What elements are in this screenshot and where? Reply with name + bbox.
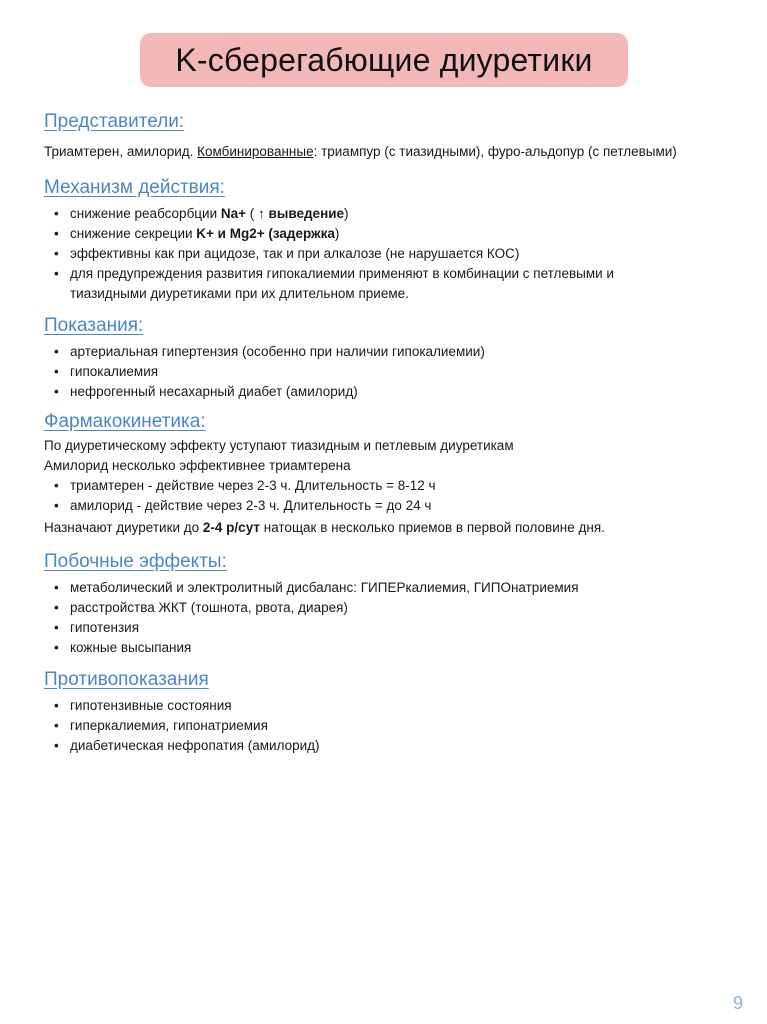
item-text: эффективны как при ацидозе, так и при алкалозе (не нарушается КОС)	[70, 246, 520, 261]
list-item	[54, 476, 744, 496]
slide-content	[44, 110, 744, 762]
title-banner	[140, 33, 628, 87]
item-text: снижение секреции	[70, 226, 197, 241]
list-item	[54, 496, 744, 516]
section-indications	[44, 314, 744, 402]
bullet-icon: •	[54, 640, 59, 655]
pk-line-1: По диуретическому эффекту уступают тиазидным и петлевым диуретикам	[44, 438, 514, 453]
item-text: гипокалиемия	[70, 364, 159, 379]
bullet-icon: •	[54, 580, 59, 595]
list-item	[54, 696, 744, 716]
heading-pharmacokinetics: Фармакокинетика:	[44, 411, 206, 432]
section-side-effects	[44, 550, 744, 658]
dosing-suffix: натощак в несколько приемов в первой половине дня.	[259, 520, 605, 535]
section-representatives	[44, 110, 744, 162]
bullet-icon: •	[54, 498, 59, 513]
list-item	[54, 264, 744, 304]
bullet-icon: •	[54, 364, 59, 379]
pk-list	[44, 476, 744, 516]
item-text: диабетическая нефропатия (амилорид)	[70, 738, 320, 753]
bullet-icon: •	[54, 226, 59, 241]
bullet-icon: •	[54, 206, 59, 221]
bullet-icon: •	[54, 246, 59, 261]
list-item	[54, 638, 744, 658]
page-number: 9	[733, 993, 744, 1013]
item-text: )	[334, 226, 340, 241]
bullet-icon: •	[54, 698, 59, 713]
section-pharmacokinetics	[44, 410, 744, 538]
bullet-icon: •	[54, 266, 59, 281]
heading-indications: Показания:	[44, 315, 144, 336]
bullet-icon: •	[54, 620, 59, 635]
list-item	[54, 736, 744, 756]
list-item	[54, 618, 744, 638]
list-item	[54, 598, 744, 618]
item-text: триамтерен - действие через 2-3 ч. Длительность = 8-12 ч	[70, 478, 436, 493]
bullet-icon: •	[54, 738, 59, 753]
bullet-icon: •	[54, 478, 59, 493]
item-text: нефрогенный несахарный диабет (амилорид)	[70, 384, 358, 399]
dosing-bold: 2-4 р/сут	[202, 520, 260, 535]
heading-side-effects: Побочные эффекты:	[44, 551, 227, 572]
contraindications-list	[44, 696, 744, 756]
item-text: расстройства ЖКТ (тошнота, рвота, диарея)	[70, 600, 348, 615]
item-text: кожные высыпания	[70, 640, 192, 655]
heading-mechanism: Механизм действия:	[44, 177, 225, 198]
bullet-icon: •	[54, 600, 59, 615]
bullet-icon: •	[54, 344, 59, 359]
item-text: тиазидными диуретиками при их длительном приеме.	[70, 286, 409, 301]
item-text: артериальная гипертензия (особенно при наличии гипокалиемии)	[70, 344, 485, 359]
bullet-icon: •	[54, 384, 59, 399]
indications-list	[44, 342, 744, 402]
side-effects-list	[44, 578, 744, 658]
list-item	[54, 244, 744, 264]
pk-dosing	[44, 518, 744, 538]
list-item	[54, 362, 744, 382]
list-item	[54, 224, 744, 244]
item-text: амилорид - действие через 2-3 ч. Длительность = до 24 ч	[70, 498, 432, 513]
list-item	[54, 204, 744, 224]
representatives-prefix: Триамтерен, амилорид.	[44, 144, 198, 159]
section-mechanism	[44, 176, 744, 304]
mechanism-list	[44, 204, 744, 304]
item-text: снижение реабсорбции	[70, 206, 221, 221]
list-item	[54, 578, 744, 598]
representatives-suffix: : триампур (с тиазидными), фуро-альдопур (с петлевыми)	[313, 144, 677, 159]
item-text: гипотензивные состояния	[70, 698, 232, 713]
item-bold: Na+	[220, 206, 247, 221]
item-text: )	[344, 206, 349, 221]
item-text: (	[246, 206, 259, 221]
list-item	[54, 716, 744, 736]
representatives-text	[44, 142, 744, 162]
section-contraindications	[44, 668, 744, 756]
heading-contraindications: Противопоказания	[44, 669, 209, 690]
item-text: для предупреждения развития гипокалиемии применяют в комбинации с петлевыми и	[70, 266, 614, 281]
combined-label: Комбинированные	[197, 144, 314, 159]
dosing-prefix: Назначают диуретики до	[44, 520, 203, 535]
item-text: гипотензия	[70, 620, 140, 635]
item-text: гиперкалиемия, гипонатриемия	[70, 718, 268, 733]
pk-line-2: Амилорид несколько эффективнее триамтерена	[44, 458, 351, 473]
list-item	[54, 382, 744, 402]
heading-representatives: Представители:	[44, 111, 185, 132]
page-title: K-сберегабющие диуретики	[175, 41, 593, 78]
bullet-icon: •	[54, 718, 59, 733]
item-bold: K+ и Mg2+ (задержка	[196, 226, 335, 241]
list-item	[54, 342, 744, 362]
item-text: метаболический и электролитный дисбаланс: ГИПЕРкалиемия, ГИПОнатриемия	[70, 580, 579, 595]
item-bold: ↑ выведение	[258, 206, 345, 221]
